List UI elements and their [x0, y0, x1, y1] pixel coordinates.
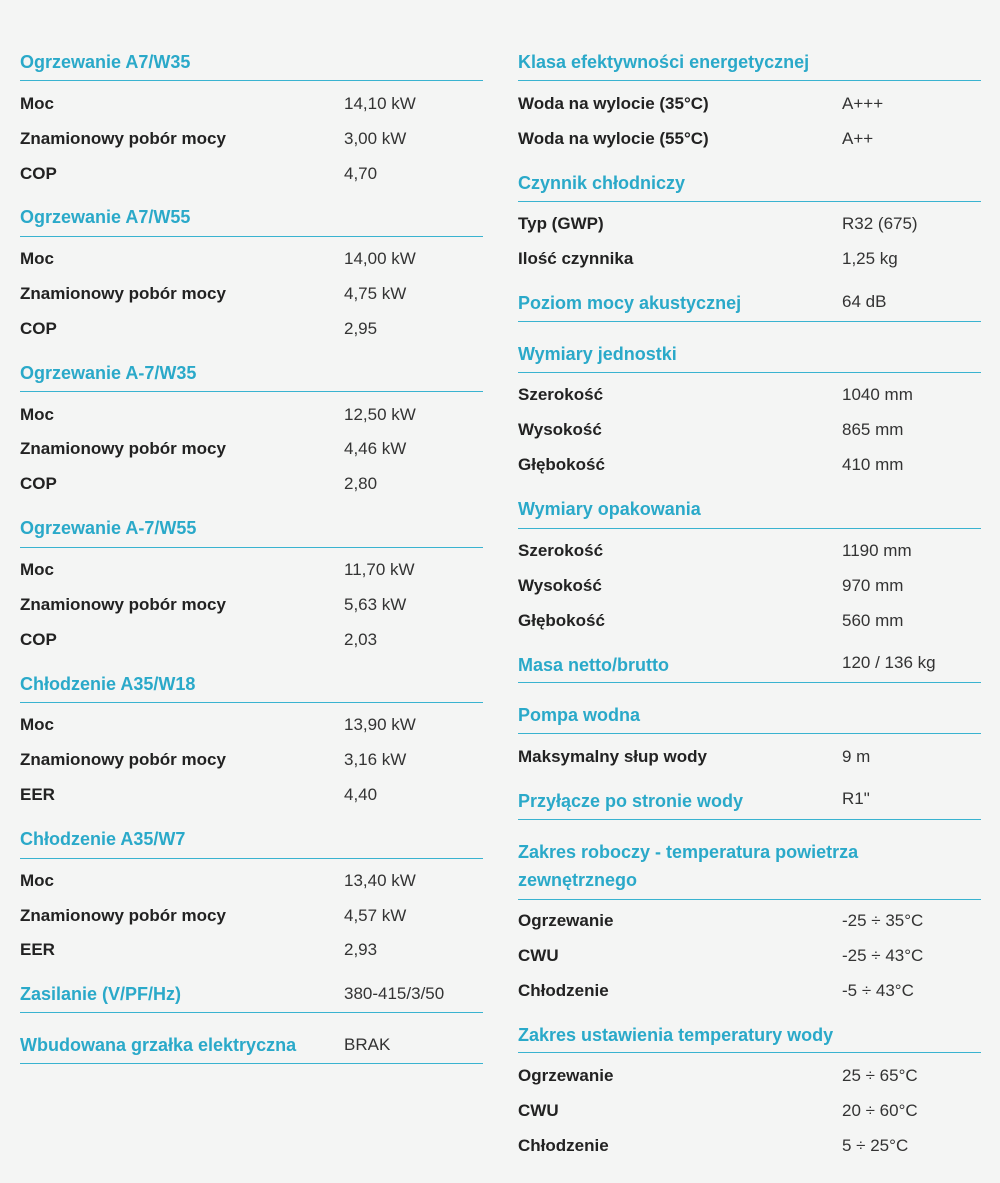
spec-row	[20, 121, 483, 156]
spec-value: A++	[842, 129, 874, 148]
spec-value: 2,80	[344, 474, 378, 493]
spec-label: Wysokość	[518, 420, 602, 439]
section-sound-power	[518, 289, 981, 317]
section-water-pump	[518, 701, 981, 766]
spec-label: Znamionowy pobór mocy	[20, 129, 226, 148]
section-heating-a7-w55	[20, 203, 483, 338]
spec-value: A+++	[842, 94, 884, 113]
divider	[20, 80, 483, 81]
section-title: Chłodzenie A35/W7	[20, 829, 186, 849]
spec-row	[20, 552, 483, 587]
spec-value: 1,25 kg	[842, 249, 898, 268]
spec-row	[20, 311, 483, 346]
section-cooling-a35-w18	[20, 670, 483, 804]
spec-value: 64 dB	[842, 292, 887, 311]
spec-value: 25 ÷ 65°C	[842, 1066, 918, 1085]
spec-row	[20, 276, 483, 311]
spec-value: 2,03	[344, 630, 378, 649]
divider	[518, 80, 981, 81]
spec-label: CWU	[518, 946, 559, 965]
spec-row	[20, 707, 483, 742]
spec-row	[20, 156, 483, 191]
spec-value: -25 ÷ 35°C	[842, 911, 924, 930]
spec-label: Głębokość	[518, 455, 605, 474]
spec-row	[518, 206, 981, 241]
section-title: Ogrzewanie A-7/W55	[20, 518, 197, 538]
divider	[518, 201, 981, 202]
spec-value: -25 ÷ 43°C	[842, 946, 924, 965]
spec-label: Ogrzewanie	[518, 1066, 614, 1085]
spec-row	[518, 739, 981, 774]
spec-row	[518, 412, 981, 447]
spec-label: Szerokość	[518, 385, 604, 404]
spec-row	[518, 447, 981, 482]
section-title: Ogrzewanie A7/W55	[20, 207, 191, 227]
section-title: Wymiary opakowania	[518, 499, 701, 519]
spec-label: Znamionowy pobór mocy	[20, 906, 226, 925]
spec-row	[518, 603, 981, 638]
spec-label: Chłodzenie	[518, 1136, 609, 1155]
section-heating-a7-w35	[20, 48, 483, 183]
spec-row	[518, 903, 981, 938]
section-title: Ogrzewanie A-7/W35	[20, 363, 197, 383]
spec-value: 20 ÷ 60°C	[842, 1101, 918, 1120]
section-heating-a-7-w55	[20, 514, 483, 649]
spec-value: -5 ÷ 43°C	[842, 981, 914, 1000]
section-title: Zasilanie (V/PF/Hz)	[20, 984, 182, 1004]
spec-value: 970 mm	[842, 576, 904, 595]
section-title: Czynnik chłodniczy	[518, 173, 686, 193]
spec-label: Znamionowy pobór mocy	[20, 284, 226, 303]
spec-value: 14,10 kW	[344, 94, 416, 113]
section-package-dimensions	[518, 495, 981, 630]
spec-row	[20, 587, 483, 622]
spec-row	[518, 1093, 981, 1128]
spec-row	[20, 742, 483, 777]
spec-value: R32 (675)	[842, 214, 918, 233]
spec-label: Moc	[20, 715, 54, 734]
spec-label: COP	[20, 474, 57, 493]
divider	[518, 528, 981, 529]
section-operating-range-air	[518, 838, 981, 1000]
spec-label: Ilość czynnika	[518, 249, 634, 268]
spec-row	[518, 568, 981, 603]
divider	[20, 236, 483, 237]
divider	[20, 1063, 483, 1064]
spec-label: Moc	[20, 94, 54, 113]
spec-row	[20, 898, 483, 933]
section-title: Masa netto/brutto	[518, 655, 669, 675]
section-title: Przyłącze po stronie wody	[518, 791, 744, 811]
section-title: Zakres ustawienia temperatury wody	[518, 1025, 834, 1045]
spec-label: Maksymalny słup wody	[518, 747, 707, 766]
spec-row	[518, 533, 981, 568]
spec-label: Znamionowy pobór mocy	[20, 595, 226, 614]
spec-value: 4,40	[344, 785, 378, 804]
spec-value: 4,46 kW	[344, 439, 407, 458]
spec-label: COP	[20, 164, 57, 183]
spec-row	[518, 121, 981, 156]
spec-label: EER	[20, 940, 55, 959]
divider	[20, 858, 483, 859]
spec-row	[518, 938, 981, 973]
spec-label: Typ (GWP)	[518, 214, 604, 233]
section-unit-dimensions	[518, 340, 981, 474]
spec-value: 11,70 kW	[344, 560, 415, 579]
spec-label: Ogrzewanie	[518, 911, 614, 930]
divider	[518, 733, 981, 734]
spec-row	[20, 622, 483, 657]
spec-row	[518, 973, 981, 1008]
divider	[20, 702, 483, 703]
spec-row	[518, 377, 981, 412]
spec-label: Głębokość	[518, 611, 605, 630]
spec-value: 13,90 kW	[344, 715, 416, 734]
spec-label: CWU	[518, 1101, 559, 1120]
divider	[518, 819, 981, 820]
spec-row	[20, 932, 483, 967]
spec-label: Moc	[20, 871, 54, 890]
spec-value: 5 ÷ 25°C	[842, 1136, 909, 1155]
divider	[518, 321, 981, 322]
spec-value: 4,75 kW	[344, 284, 407, 303]
spec-label: Szerokość	[518, 541, 604, 560]
divider	[20, 391, 483, 392]
spec-value: 13,40 kW	[344, 871, 416, 890]
divider	[518, 1052, 981, 1053]
divider	[20, 1012, 483, 1013]
spec-label: Moc	[20, 405, 54, 424]
section-energy-class	[518, 48, 981, 148]
spec-row	[518, 86, 981, 121]
section-title: Poziom mocy akustycznej	[518, 293, 742, 313]
spec-row	[20, 466, 483, 501]
spec-label: Moc	[20, 560, 54, 579]
spec-value: 4,57 kW	[344, 906, 407, 925]
spec-label: Chłodzenie	[518, 981, 609, 1000]
spec-label: Woda na wylocie (55°C)	[518, 129, 709, 148]
divider	[518, 372, 981, 373]
spec-row	[518, 1128, 981, 1163]
spec-row	[518, 241, 981, 276]
section-water-connection	[518, 787, 981, 815]
section-title: Klasa efektywności energetycznej	[518, 52, 810, 72]
spec-row	[518, 1058, 981, 1093]
spec-row	[20, 863, 483, 898]
section-cooling-a35-w7	[20, 825, 483, 959]
section-built-in-heater	[20, 1031, 483, 1059]
section-power-supply	[20, 980, 483, 1008]
spec-label: EER	[20, 785, 55, 804]
spec-value: BRAK	[344, 1035, 391, 1054]
spec-label: Wysokość	[518, 576, 602, 595]
spec-value: 1040 mm	[842, 385, 913, 404]
divider	[20, 547, 483, 548]
section-refrigerant	[518, 169, 981, 268]
spec-value: 14,00 kW	[344, 249, 416, 268]
section-heating-a-7-w35	[20, 359, 483, 493]
section-title: Pompa wodna	[518, 705, 641, 725]
section-water-temp-setting-range	[518, 1021, 981, 1155]
section-title: Chłodzenie A35/W18	[20, 674, 196, 694]
spec-value: 2,95	[344, 319, 378, 338]
spec-value: 12,50 kW	[344, 405, 416, 424]
section-title: Wbudowana grzałka elektryczna	[20, 1035, 297, 1055]
divider	[518, 899, 981, 900]
spec-value: 1190 mm	[842, 541, 912, 560]
spec-value: 3,16 kW	[344, 750, 407, 769]
spec-value: 3,00 kW	[344, 129, 407, 148]
spec-label: Znamionowy pobór mocy	[20, 750, 226, 769]
spec-row	[20, 241, 483, 276]
spec-value: 5,63 kW	[344, 595, 407, 614]
spec-value: R1"	[842, 789, 870, 808]
section-title: Wymiary jednostki	[518, 344, 677, 364]
spec-value: 380-415/3/50	[344, 984, 445, 1003]
spec-value: 2,93	[344, 940, 378, 959]
spec-value: 410 mm	[842, 455, 904, 474]
spec-value: 4,70	[344, 164, 378, 183]
spec-label: COP	[20, 630, 57, 649]
spec-label: Znamionowy pobór mocy	[20, 439, 226, 458]
section-title: Zakres roboczy - temperatura powietrza zewnętrznego	[518, 842, 859, 890]
spec-value: 560 mm	[842, 611, 904, 630]
divider	[518, 682, 981, 683]
spec-label: COP	[20, 319, 57, 338]
spec-row	[20, 431, 483, 466]
section-title: Ogrzewanie A7/W35	[20, 52, 191, 72]
spec-row	[20, 397, 483, 432]
spec-label: Woda na wylocie (35°C)	[518, 94, 709, 113]
spec-row	[20, 86, 483, 121]
spec-label: Moc	[20, 249, 54, 268]
spec-row	[20, 777, 483, 812]
spec-value: 9 m	[842, 747, 871, 766]
spec-value: 120 / 136 kg	[842, 653, 936, 672]
section-net-gross-weight	[518, 651, 981, 679]
spec-value: 865 mm	[842, 420, 904, 439]
